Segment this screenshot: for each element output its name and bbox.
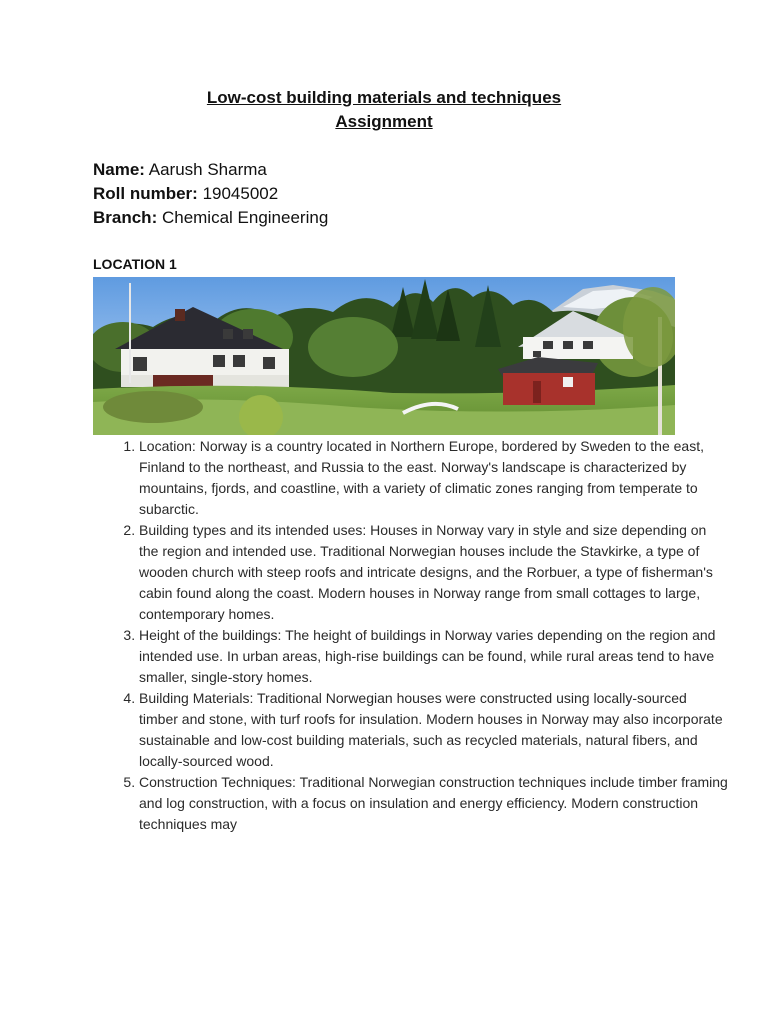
name-label: Name:: [93, 160, 145, 179]
document-title: Low-cost building materials and techniques: [206, 88, 562, 107]
branch-value: Chemical Engineering: [157, 208, 329, 227]
branch-label: Branch:: [93, 208, 158, 227]
landscape-photo: [93, 277, 675, 435]
roll-number-value: 19045002: [197, 184, 279, 203]
roll-number-label: Roll number:: [93, 184, 198, 203]
location-details-list: [93, 436, 729, 835]
name-value: Aarush Sharma: [144, 160, 267, 179]
list-item: 2. Building types and its intended uses: Houses in Norway vary in style and size depending on the region and intended use. Traditional Norwegian houses include the Stavkirke, a type of wooden church with steep roofs and intricate designs, and the Rorbuer, a type of fisherman's cabin found along the coast. Modern houses in Norway range from small cottages to large, contemporary homes.: [139, 520, 729, 625]
roll-number-field: [93, 184, 278, 204]
location-heading: LOCATION 1: [93, 256, 177, 272]
document-subtitle: Assignment: [335, 112, 433, 131]
name-field: [93, 160, 267, 180]
branch-field: [93, 208, 328, 228]
list-item: 4. Building Materials: Traditional Norwegian houses were constructed using locally-sourced timber and stone, with turf roofs for insulation. Modern houses in Norway may also incorporate sustainable and low-cost building materials, such as recycled materials, natural fibers, and locally-sourced wood.: [139, 688, 729, 772]
list-item: 1. Location: Norway is a country located in Northern Europe, bordered by Sweden to the east, Finland to the northeast, and Russia to the east. Norway's landscape is characterized by mountains, fjords, and coastline, with a variety of climatic zones ranging from temperate to subarctic.: [139, 436, 729, 520]
list-item: 3. Height of the buildings: The height of buildings in Norway varies depending on the region and intended use. In urban areas, high-rise buildings can be found, while rural areas tend to have smaller, single-story homes.: [139, 625, 729, 688]
list-item: 5. Construction Techniques: Traditional Norwegian construction techniques include timber framing and log construction, with a focus on insulation and energy efficiency. Modern construction techniques may: [139, 772, 729, 835]
